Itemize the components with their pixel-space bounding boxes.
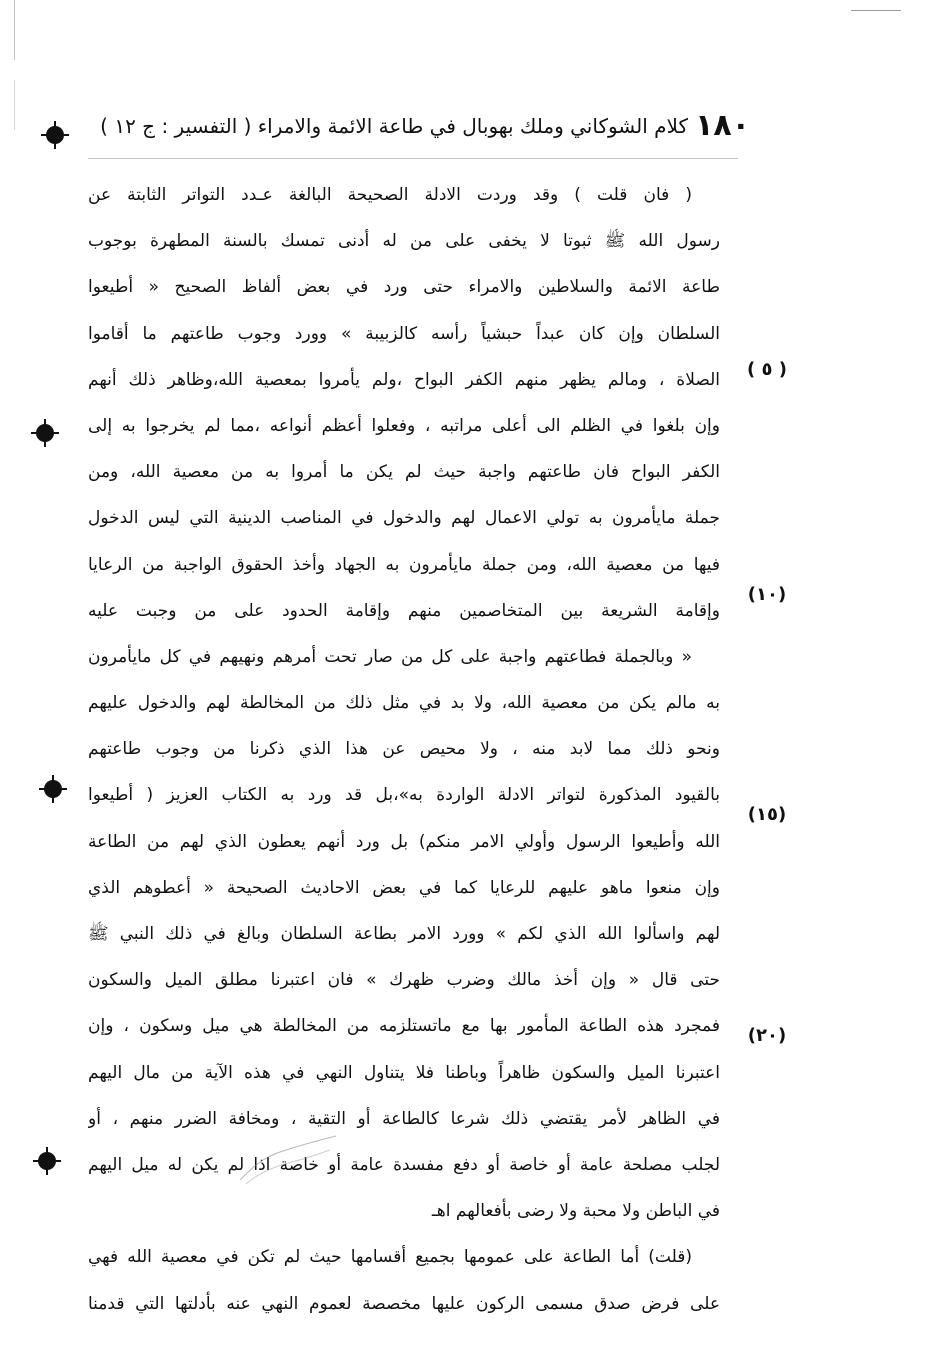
scan-edge-line bbox=[14, 0, 15, 1349]
text-line: جملة مايأمرون به تولي الاعمال لهم والدخول في المناصب الدينية التي ليس الدخول bbox=[88, 508, 720, 529]
text-line: وإقامة الشريعة بين المتخاصمين منهم وإقامة الحدود على من وجبت عليه bbox=[88, 600, 720, 621]
text-line: رسول الله ﷺ ثبوتا لا يخفى على من له أدنى تمسك بالسنة المطهرة بوجوب bbox=[88, 231, 720, 252]
line-number-10: (١٠) bbox=[747, 584, 787, 605]
text-line: بالقيود المذكورة لتواتر الادلة الواردة به»،بل قد ورد به الكتاب العزيز ( أطيعوا bbox=[88, 785, 720, 806]
text-line: حتى قال « وإن أخذ مالك وضرب ظهرك » فان اعتبرنا مطلق الميل والسكون bbox=[88, 970, 720, 991]
text-line: الله وأطيعوا الرسول وأولي الامر منكم) بل ورد أنهم يعطون الذي لهم من الطاعة bbox=[88, 831, 720, 852]
text-line: اعتبرنا الميل والسكون ظاهراً وباطنا فلا يتناول النهي في هذه الآية من مال اليهم bbox=[88, 1062, 720, 1083]
text-line: السلطان وإن كان عبداً حبشياً رأسه كالزبيبة » وورد وجوب طاعتهم ما أقاموا bbox=[88, 323, 720, 344]
line-number-20: (٢٠) bbox=[747, 1025, 787, 1046]
body-text bbox=[88, 172, 720, 1327]
text-line: الصلاة ، ومالم يظهر منهم الكفر البواح ،ولم يأمروا بمعصية الله،وظاهر ذلك أنهم bbox=[88, 369, 720, 390]
text-line: ( فان قلت ) وقد وردت الادلة الصحيحة البالغة عـدد التواتر الثابتة عن bbox=[88, 185, 692, 205]
binding-hole-dot bbox=[36, 424, 54, 442]
text-line: « وبالجملة فطاعتهم واجبة على كل من صار تحت أمرهم ونهيهم في كل مايأمرون bbox=[88, 646, 692, 667]
text-line: فيها من معصية الله، ومن جملة مايأمرون به الجهاد وأخذ الحقوق الواجبة من الرعايا bbox=[88, 554, 720, 575]
text-line: طاعة الائمة والسلاطين والامراء حتى ورد في بعض ألفاظ الصحيح « أطيعوا bbox=[88, 277, 720, 298]
text-line: فمجرد هذه الطاعة المأمور بها مع ماتستلزمه من المخالطة هي ميل وسكون ، وإن bbox=[88, 1016, 720, 1037]
text-line: في الظاهر لأمر يقتضي ذلك شرعا كالطاعة أو التقية ، ومخافة الضرر منهم ، أو bbox=[88, 1108, 720, 1129]
line-number-15: (١٥) bbox=[747, 804, 787, 825]
scan-corner-mark bbox=[851, 10, 901, 11]
text-line: به مالم يكن من معصية الله، ولا بد في مثل ذلك من المخالطة لهم والدخول عليهم bbox=[88, 693, 720, 714]
page-number: ١٨٠ bbox=[695, 108, 750, 143]
header-rule bbox=[88, 158, 738, 159]
binding-hole-dot bbox=[46, 126, 64, 144]
text-line: وإن بلغوا في الظلم الى أعلى مراتبه ، وفعلوا أعظم أنواعه ،مما لم يخرجوا به إلى bbox=[88, 415, 720, 436]
text-line: لهم واسألوا الله الذي لكم » وورد الامر بطاعة السلطان وبالغ في ذلك النبي ﷺ bbox=[88, 924, 720, 944]
text-line: ونحو ذلك مما لابد منه ، ولا محيص عن هذا الذي ذكرنا من وجوب طاعتهم bbox=[88, 739, 720, 760]
binding-hole-dot bbox=[44, 780, 62, 798]
text-line: الكفر البواح فان طاعتهم واجبة حيث لم يكن ما أمروا به من معصية الله، ومن bbox=[88, 462, 720, 483]
text-line: وإن منعوا ماهو عليهم للرعايا كما في بعض الاحاديث الصحيحة « أعطوهم الذي bbox=[88, 877, 720, 898]
binding-hole-dot bbox=[38, 1152, 56, 1170]
running-title: كلام الشوكاني وملك بهوبال في طاعة الائمة والامراء ( التفسير : ج ١٢ ) bbox=[100, 114, 688, 138]
text-line: على فرض صدق مسمى الركون عليها مخصصة لعموم النهي عنه بأدلتها التي قدمنا bbox=[88, 1293, 720, 1314]
text-line: (قلت) أما الطاعة على عمومها بجميع أقسامها حيث لم تكن في معصية الله فهي bbox=[88, 1247, 692, 1268]
running-header bbox=[82, 106, 750, 154]
line-number-5: ( ٥ ) bbox=[747, 359, 787, 380]
text-line: في الباطن ولا محبة ولا رضى بأفعالهم اهـ bbox=[431, 1201, 720, 1222]
text-line: لجلب مصلحة عامة أو خاصة أو دفع مفسدة عامة أو خاصة اذا لم يكن له ميل اليهم bbox=[88, 1154, 720, 1175]
pencil-scribble bbox=[232, 1128, 342, 1188]
